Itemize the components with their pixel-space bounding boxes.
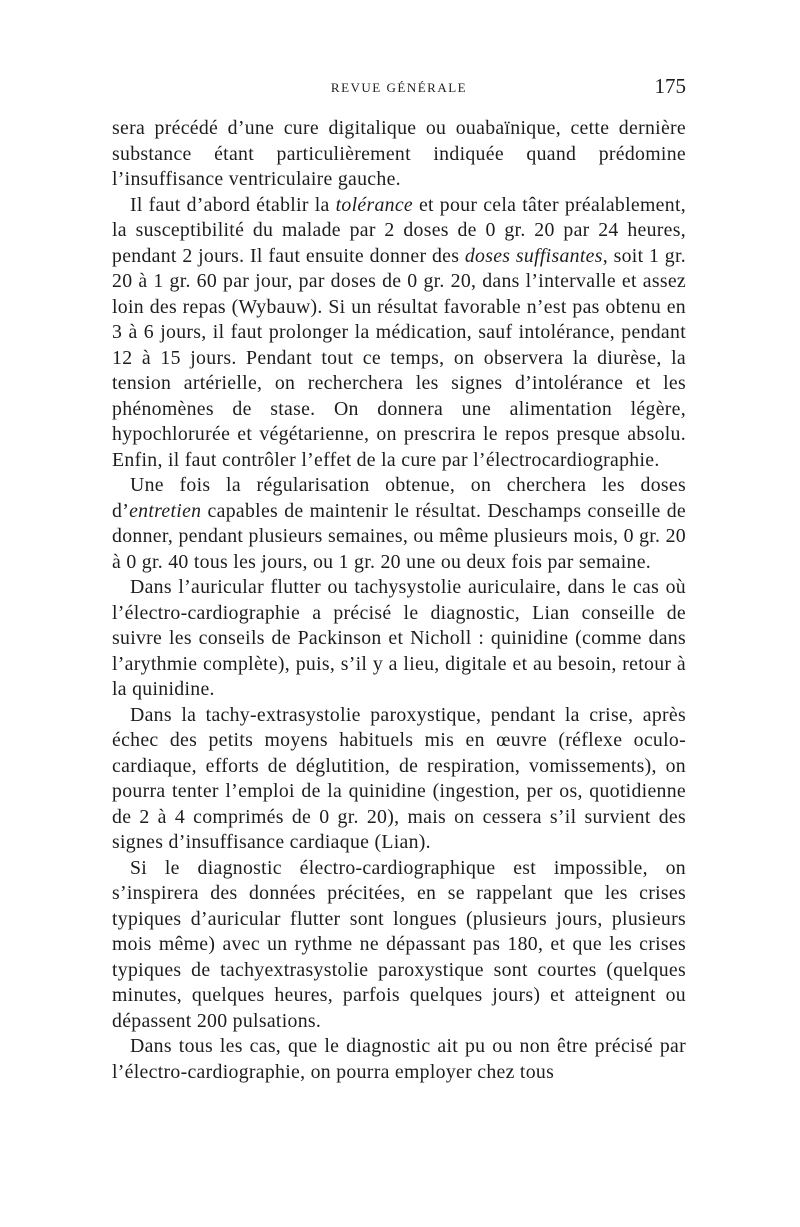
paragraph-diagnostic: [112, 856, 686, 1035]
text-run: Il faut d’abord établir la: [130, 193, 336, 216]
text-run: , soit 1 gr. 20 à 1 gr. 60 par jour, par doses de 0 gr. 20, dans l’intervalle et assez loin des repas (Wybauw). Si un résultat favorable n’est pas obtenu en 3 à 6 jours, il faut prolonger la médication, sauf intolérance, pendant 12 à 15 jours. Pendant tout ce temps, on observera la diurèse, la tension artérielle, on recherchera les signes d’intolérance et les phénomènes de stase. On donnera une alimentation légère, hypochlorurée et végétarienne, on prescrira le repos presque absolu. Enfin, il faut contrôler l’effet de la cure par l’électrocardiographie.: [112, 244, 686, 471]
paragraph-entretien: [112, 473, 686, 575]
emphasis-doses-suffisantes: doses suffisantes: [464, 244, 603, 267]
paragraph-tolerance: [112, 193, 686, 474]
text-run: Dans la tachy-extrasystolie paroxystique, pendant la crise, après échec des petits moyens habituels mis en œuvre (réflexe oculo-cardiaque, efforts de déglutition, de respiration, vomissements), on pourra tenter l’emploi de la quinidine (ingestion, per os, quotidienne de 2 à 4 comprimés de 0 gr. 20), mais on cessera s’il survient des signes d’insuffisance cardiaque (Lian).: [112, 703, 686, 853]
text-run: Dans tous les cas, que le diagnostic ait pu ou non être précisé par l’électro-cardiographie, on pourra employer chez tous: [112, 1035, 686, 1083]
page-header: [112, 70, 686, 102]
page-number: 175: [654, 74, 686, 98]
text-run: Si le diagnostic électro-cardiographique est impossible, on s’inspirera des données précitées, en se rappelant que les crises typiques d’auricular flutter sont longues (plusieurs jours, plusieurs mois même) avec un rythme ne dépassant pas 180, et que les crises typiques de tachyextrasystolie paroxystique sont courtes (quelques minutes, quelques heures, parfois quelques jours) et atteignent ou dépassent 200 pulsations.: [112, 856, 686, 1032]
paragraph-dans-tous-les-cas: [112, 1034, 686, 1085]
text-run: sera précédé d’une cure digitalique ou ouabaïnique, cette dernière substance étant particulièrement indiquée quand prédomine l’insuffisance ventriculaire gauche.: [112, 117, 686, 190]
paragraph-continuation: [112, 116, 686, 193]
text-run: et pour cela tâter préalablement, la susceptibilité du malade par 2 doses de 0 gr. 20 par 24 heures, pendant 2 jours. Il faut ensuite donner des: [112, 193, 686, 267]
text-run: capables de maintenir le résultat. Deschamps conseille de donner, pendant plusieurs semaines, ou même plusieurs mois, 0 gr. 20 à 0 gr. 40 tous les jours, ou 1 gr. 20 une ou deux fois par semaine.: [112, 499, 686, 573]
paragraph-tachy-extrasystolie: [112, 703, 686, 856]
text-run: Une fois la régularisation obtenue, on cherchera les doses d’: [112, 474, 686, 522]
running-head: REVUE GÉNÉRALE: [330, 80, 468, 95]
page: [112, 70, 686, 1085]
emphasis-tolerance: tolérance: [335, 193, 413, 216]
text-run: Dans l’auricular flutter ou tachysystolie auriculaire, dans le cas où l’électro-cardiographie a précisé le diagnostic, Lian conseille de suivre les conseils de Packinson et Nicholl : quinidine (comme dans l’arythmie complète), puis, s’il y a lieu, digitale et au besoin, retour à la quinidine.: [112, 576, 686, 700]
body-text: [112, 116, 686, 1085]
emphasis-entretien: entretien: [129, 499, 202, 522]
paragraph-auricular-flutter: [112, 575, 686, 703]
